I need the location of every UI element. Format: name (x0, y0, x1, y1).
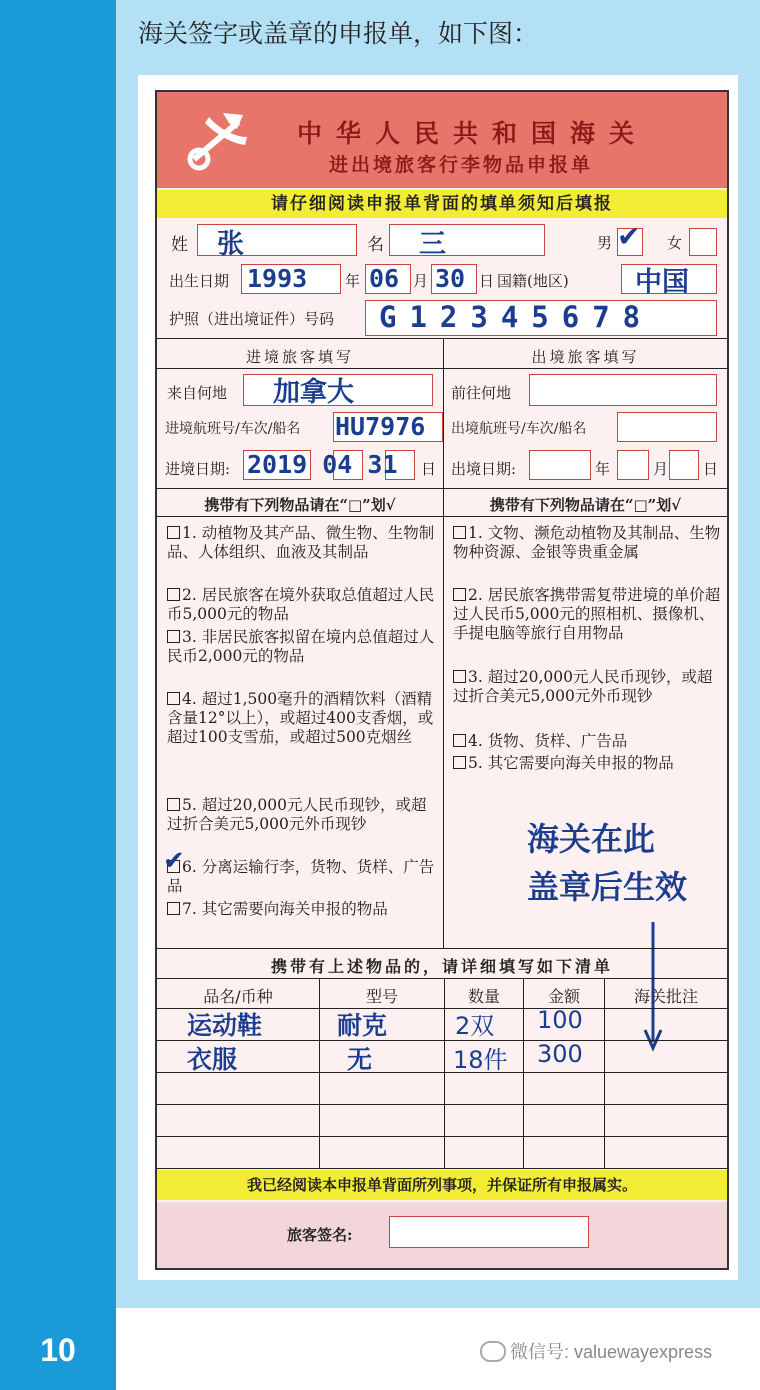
checkbox-icon[interactable] (453, 526, 466, 539)
col-header-qty: 数量 (467, 987, 500, 1006)
exit-day-label: 日 (703, 460, 719, 478)
form-title-country: 中华人民共和国海关 (297, 119, 649, 148)
exit-item-5[interactable]: 5. 其它需要向海关申报的物品 (453, 754, 721, 773)
exit-item-2[interactable]: 2. 居民旅客携带需复带进境的单价超过人民币5,000元的照相机、摄像机、手提电脑等旅行自用物品 (453, 586, 721, 642)
table-cell: 运动鞋 (187, 1011, 263, 1040)
passport-label: 护照（进出境证件）号码 (169, 310, 335, 328)
entry-date-label: 进境日期: (165, 460, 231, 478)
form-title-type: 进出境旅客行李物品申报单 (329, 154, 594, 176)
divider (157, 516, 727, 517)
entry-item-1[interactable]: 1. 动植物及其产品、微生物、生物制品、人体组织、血液及其制品 (167, 524, 435, 561)
divider (157, 948, 727, 949)
nationality-value: 中国 (635, 267, 689, 298)
divider (157, 978, 727, 979)
entry-day-label: 日 (421, 460, 437, 478)
male-check-mark: ✔ (617, 220, 641, 253)
col-header-name: 品名/币种 (203, 987, 273, 1006)
to-field[interactable] (529, 374, 717, 406)
divider (157, 488, 727, 489)
entry-date-value: 2019 04 31 (247, 450, 398, 479)
entry-item-3[interactable]: 3. 非居民旅客拟留在境内总值超过人民币2,000元的物品 (167, 628, 435, 665)
page-number: 10 (40, 1332, 76, 1368)
col-divider (444, 978, 445, 1168)
exit-month-label: 月 (653, 460, 669, 478)
instruction-banner: 请仔细阅读申报单背面的填单须知后填报 (157, 190, 727, 218)
table-cell: 衣服 (187, 1045, 238, 1074)
female-checkbox[interactable] (689, 228, 717, 256)
exit-flight-label: 出境航班号/车次/船名 (451, 421, 587, 437)
list-title: 携带有上述物品的，请详细填写如下清单 (270, 957, 613, 976)
entry-item-2[interactable]: 2. 居民旅客在境外获取总值超过人民币5,000元的物品 (167, 586, 435, 623)
checkbox-icon[interactable] (453, 734, 466, 747)
table-cell: 无 (347, 1045, 373, 1074)
confirmation-banner: 我已经阅读本申报单背面所列事项，并保证所有申报属实。 (157, 1170, 727, 1200)
checkbox-icon[interactable] (167, 798, 180, 811)
form-header (157, 92, 727, 188)
wechat-icon (480, 1341, 506, 1362)
entry-item-7[interactable]: 7. 其它需要向海关申报的物品 (167, 900, 439, 919)
checkbox-icon[interactable] (167, 630, 180, 643)
divider (157, 338, 727, 339)
dob-day-value: 30 (435, 264, 466, 293)
row-divider (157, 1104, 727, 1105)
table-cell: 耐克 (337, 1011, 388, 1040)
checkbox-icon[interactable] (453, 756, 466, 769)
stamp-note-line2: 盖章后生效 (527, 868, 688, 906)
table-cell: 2双 (455, 1012, 495, 1040)
stamp-note-line1: 海关在此 (527, 820, 656, 858)
exit-year-label: 年 (595, 460, 611, 478)
dob-year-value: 1993 (247, 264, 308, 293)
dob-label: 出生日期 (169, 272, 230, 290)
col-header-amount: 金额 (547, 987, 580, 1006)
wechat-id (480, 1338, 712, 1364)
left-sidebar (0, 0, 116, 1390)
customs-emblem-icon (179, 107, 255, 173)
entry-flight-label: 进境航班号/车次/船名 (165, 421, 301, 437)
row-divider (157, 1136, 727, 1137)
dob-month-value: 06 (369, 264, 400, 293)
col-divider (604, 978, 605, 1168)
col-divider (319, 978, 320, 1168)
exit-flight-field[interactable] (617, 412, 717, 442)
given-name-field[interactable] (389, 224, 545, 256)
signature-label: 旅客签名: (287, 1226, 353, 1244)
entry-item-5[interactable]: 5. 超过20,000元人民币现钞，或超过折合美元5,000元外币现钞 (167, 796, 427, 833)
row-divider (157, 1168, 727, 1169)
entry-item-6[interactable]: 6. 分离运输行李，货物、货样、广告品 (167, 858, 435, 895)
checkbox-icon[interactable] (453, 670, 466, 683)
signature-field[interactable] (389, 1216, 589, 1248)
exit-month-field[interactable] (617, 450, 649, 480)
dob-day-label: 日 (479, 272, 495, 290)
exit-day-field[interactable] (669, 450, 699, 480)
wechat-text: 微信号: valuewayexpress (510, 1342, 713, 1362)
dob-year-label: 年 (345, 272, 361, 290)
given-name-label: 名 (367, 235, 384, 255)
table-cell: 18件 (453, 1046, 508, 1074)
exit-date-label: 出境日期: (451, 460, 517, 478)
column-divider (443, 338, 444, 948)
col-divider (523, 978, 524, 1168)
from-label: 来自何地 (167, 384, 228, 402)
exit-year-field[interactable] (529, 450, 591, 480)
checkbox-icon[interactable] (167, 588, 180, 601)
from-value: 加拿大 (273, 377, 354, 408)
row-divider (157, 1072, 727, 1073)
divider (157, 368, 727, 369)
dob-month-label: 月 (413, 272, 429, 290)
surname-label: 姓 (171, 235, 188, 255)
declaration-form (155, 90, 729, 1270)
entry-carry-title: 携带有下列物品请在“□”划√ (204, 496, 396, 514)
checkbox-icon[interactable] (167, 526, 180, 539)
col-header-remark: 海关批注 (633, 987, 698, 1006)
item6-check-mark: ✔ (163, 846, 185, 876)
col-header-model: 型号 (365, 987, 398, 1006)
exit-carry-title: 携带有下列物品请在“□”划√ (489, 496, 682, 514)
to-label: 前往何地 (451, 384, 512, 402)
female-label: 女 (667, 234, 683, 252)
entry-flight-value: HU7976 (335, 412, 426, 441)
exit-item-1[interactable]: 1. 文物、濒危动植物及其制品、生物物种资源、金银等贵重金属 (453, 524, 721, 561)
given-name-value: 三 (419, 229, 446, 260)
checkbox-icon[interactable] (167, 692, 180, 705)
entry-item-4[interactable]: 4. 超过1,500毫升的酒精饮料（酒精含量12°以上），或超过400支香烟，或超过100支雪茄，或超过500克烟丝 (167, 690, 434, 746)
passport-value: G12345678 (379, 300, 654, 334)
table-cell: 300 (537, 1040, 583, 1068)
entry-section-title: 进境旅客填写 (245, 348, 354, 366)
checkbox-icon[interactable] (453, 588, 466, 601)
male-label: 男 (597, 234, 613, 252)
checkbox-icon[interactable] (167, 902, 180, 915)
table-cell: 100 (537, 1006, 583, 1034)
exit-section-title: 出境旅客填写 (531, 348, 640, 366)
exit-item-3[interactable]: 3. 超过20,000元人民币现钞，或超过折合美元5,000元外币现钞 (453, 668, 713, 705)
nationality-label: 国籍(地区) (497, 272, 569, 290)
exit-item-4[interactable]: 4. 货物、货样、广告品 (453, 732, 721, 751)
page-heading: 海关签字或盖章的申报单，如下图： (138, 19, 539, 48)
surname-value: 张 (217, 229, 244, 260)
